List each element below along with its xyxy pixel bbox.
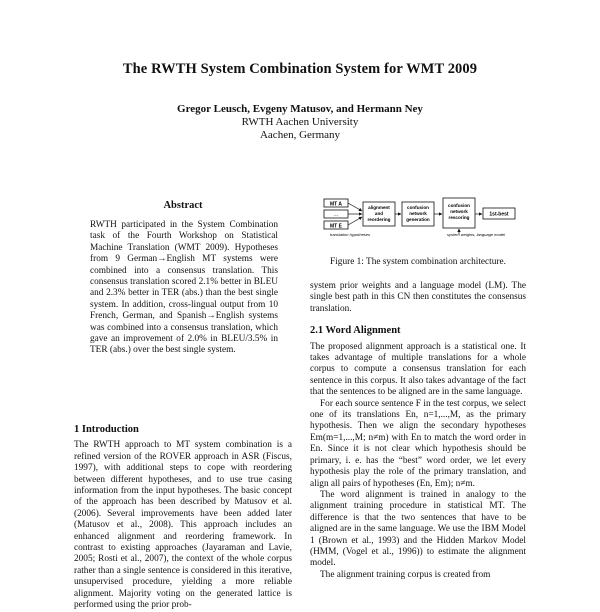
intro-section xyxy=(74,424,292,612)
paper-title: The RWTH System Combination System for WMT 2009 xyxy=(122,61,478,77)
paragraph-3: The word alignment is trained in analogy to the alignment training procedure in statistical MT. The difference is that the two sentences that have to be aligned are in the same language. We use the IBM Model 1 (Brown et al., 1993) and the Hidden Markov Model (HMM, (Vogel et al., 1996)) to estimate the alignment model. xyxy=(310,489,526,569)
svg-text:network: network xyxy=(450,209,468,214)
author-location: Aachen, Germany xyxy=(259,129,341,141)
label-system-weights: system weights, language model xyxy=(447,232,506,237)
box-mt-e xyxy=(324,221,348,230)
right-column xyxy=(310,281,526,581)
continuation-paragraph: system prior weights and a language model (LM). The single best path in this CN then constitutes the consensus translation. xyxy=(310,281,526,314)
svg-text:rescoring: rescoring xyxy=(448,215,470,220)
box-first-best xyxy=(483,208,515,219)
svg-text:1st-best: 1st-best xyxy=(489,211,509,218)
svg-text:MT A: MT A xyxy=(329,201,343,208)
svg-text:alignment: alignment xyxy=(368,205,390,210)
box-confusion-network-generation xyxy=(402,202,434,226)
intro-paragraph: The RWTH approach to MT system combination is a refined version of the ROVER approach in ASR (Fiscus, 1997), with additional steps to cope with reordering between different hypotheses, and to use true casing information from the input hypotheses. The basic concept of the approach has been described by Matusov et al. (2006). Several improvements have been added later (Matusov et al., 2008). This approach includes an enhanced alignment and reordering framework. In contrast to existing approaches (Jayaraman and Lavie, 2005; Rosti et al., 2007), the context of the whole corpus rather than a single sentence is considered in this iterative, unsupervised procedure, yielding a more reliable alignment. Majority voting on the generated lattice is performed using the prior prob- xyxy=(74,440,292,611)
svg-text:...: ... xyxy=(333,212,339,218)
box-mt-a xyxy=(324,199,348,208)
abstract-text: RWTH participated in the System Combination task of the Fourth Workshop on Statistical Machine Translation (WMT 2009). Hypotheses from 9 German→English MT systems were combined into a consensus translation. This consensus translation scored 2.1% better in BLEU and 2.3% better in TER (abs.) than the best single system. In addition, cross-lingual output from 10 French, German, and Spanish→English systems was combined into a consensus translation, which gave an improvement of 2.0% in BLEU/3.5% in TER (abs.) over the best single system. xyxy=(90,220,278,356)
svg-text:generation: generation xyxy=(406,217,430,222)
author-names: Gregor Leusch, Evgeny Matusov, and Hermann Ney xyxy=(177,103,423,115)
box-confusion-network-rescoring xyxy=(443,198,475,228)
abstract-heading: Abstract xyxy=(163,200,203,211)
box-dots xyxy=(324,210,348,218)
svg-text:confusion: confusion xyxy=(448,203,470,208)
intro-heading: 1 Introduction xyxy=(74,424,139,435)
svg-text:network: network xyxy=(409,211,427,216)
box-alignment-reordering xyxy=(363,202,395,226)
author-block xyxy=(0,103,600,142)
paragraph-1: The proposed alignment approach is a statistical one. It takes advantage of multiple translations for a whole corpus to compute a consensus translation for each sentence in this corpus. It also takes advantage of the fact that the sentences to be aligned are in the same language. xyxy=(310,341,526,398)
svg-text:MT E: MT E xyxy=(330,223,342,230)
author-affiliation: RWTH Aachen University xyxy=(241,116,359,128)
svg-text:confusion: confusion xyxy=(407,205,429,210)
svg-text:reordering: reordering xyxy=(367,217,391,222)
svg-text:and: and xyxy=(374,211,384,216)
paragraph-4-partial: The alignment training corpus is created from xyxy=(320,569,491,580)
label-translation-hypotheses: translation hypotheses xyxy=(330,232,371,237)
figure-caption: Figure 1: The system combination architecture. xyxy=(330,257,506,267)
section-word-alignment-heading: 2.1 Word Alignment xyxy=(310,325,401,337)
architecture-diagram xyxy=(312,196,524,250)
paragraph-2: For each source sentence F in the test corpus, we select one of its translations En, n=1,...,M, as the primary hypothesis. Then we align the secondary hypotheses Em(m=1,...,M; n≠m) with En to match the word order in En. Since it is not clear which hypothesis should be primary, i. e. has the “best” word order, we let every hypothesis play the role of the primary translation, and align all pairs of hypotheses (En, Em); n≠m. xyxy=(310,398,526,489)
